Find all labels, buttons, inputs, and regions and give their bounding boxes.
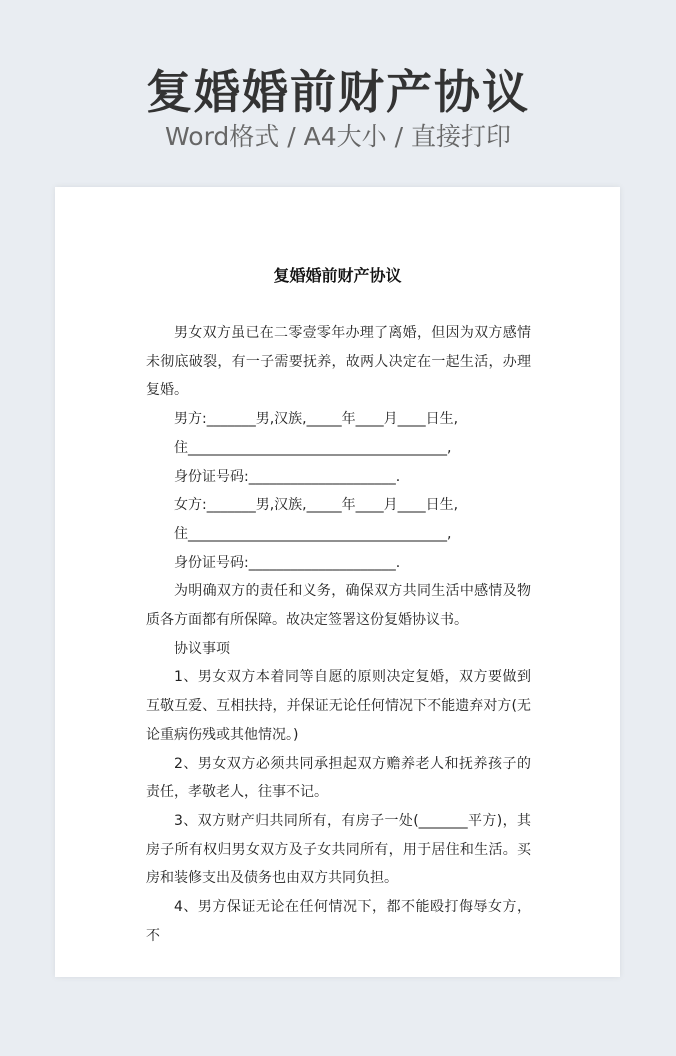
- paragraph-clause-2: 2、男女双方必须共同承担起双方赡养老人和抚养孩子的责任，孝敬老人，往事不记。: [146, 755, 531, 801]
- document-body: [146, 319, 531, 950]
- page-subtitle: Word格式 / A4大小 / 直接打印: [165, 122, 511, 151]
- document-title: 复婚婚前财产协议: [273, 266, 402, 285]
- paragraph-male-id: 身份证号码:_____________________.: [174, 468, 401, 485]
- paragraph-clause-4: 4、男方保证无论在任何情况下，都不能殴打侮辱女方，不: [146, 899, 531, 944]
- paragraph-clause-1: 1、男女双方本着同等自愿的原则决定复婚，双方要做到互敬互爱、互相扶持，并保证无论任何情况下不能遗弃对方(无论重病伤残或其他情况。): [146, 669, 531, 743]
- paragraph-female-party: 女方:_______男,汉族,_____年____月____日生,: [174, 497, 459, 514]
- paragraph-purpose: 为明确双方的责任和义务，确保双方共同生活中感情及物质各方面都有所保障。故决定签署这份复婚协议书。: [146, 583, 531, 629]
- paragraph-female-address: 住_____________________________________,: [174, 525, 452, 542]
- paragraph-intro: 男女双方虽已在二零壹零年办理了离婚，但因为双方感情未彻底破裂，有一子需要抚养，故两人决定在一起生活，办理复婚。: [146, 325, 531, 399]
- paragraph-male-address: 住_____________________________________,: [174, 439, 452, 456]
- paragraph-clause-3: 3、双方财产归共同所有，有房子一处(_______平方)，其房子所有权归男女双方及子女共同所有，用于居住和生活。买房和装修支出及债务也由双方共同负担。: [146, 812, 531, 887]
- page-title: 复婚婚前财产协议: [146, 65, 530, 119]
- document-page: [55, 187, 620, 977]
- paragraph-male-party: 男方:_______男,汉族,_____年____月____日生,: [174, 411, 459, 428]
- paragraph-agreement-heading: 协议事项: [174, 640, 230, 657]
- paragraph-female-id: 身份证号码:_____________________.: [174, 554, 401, 571]
